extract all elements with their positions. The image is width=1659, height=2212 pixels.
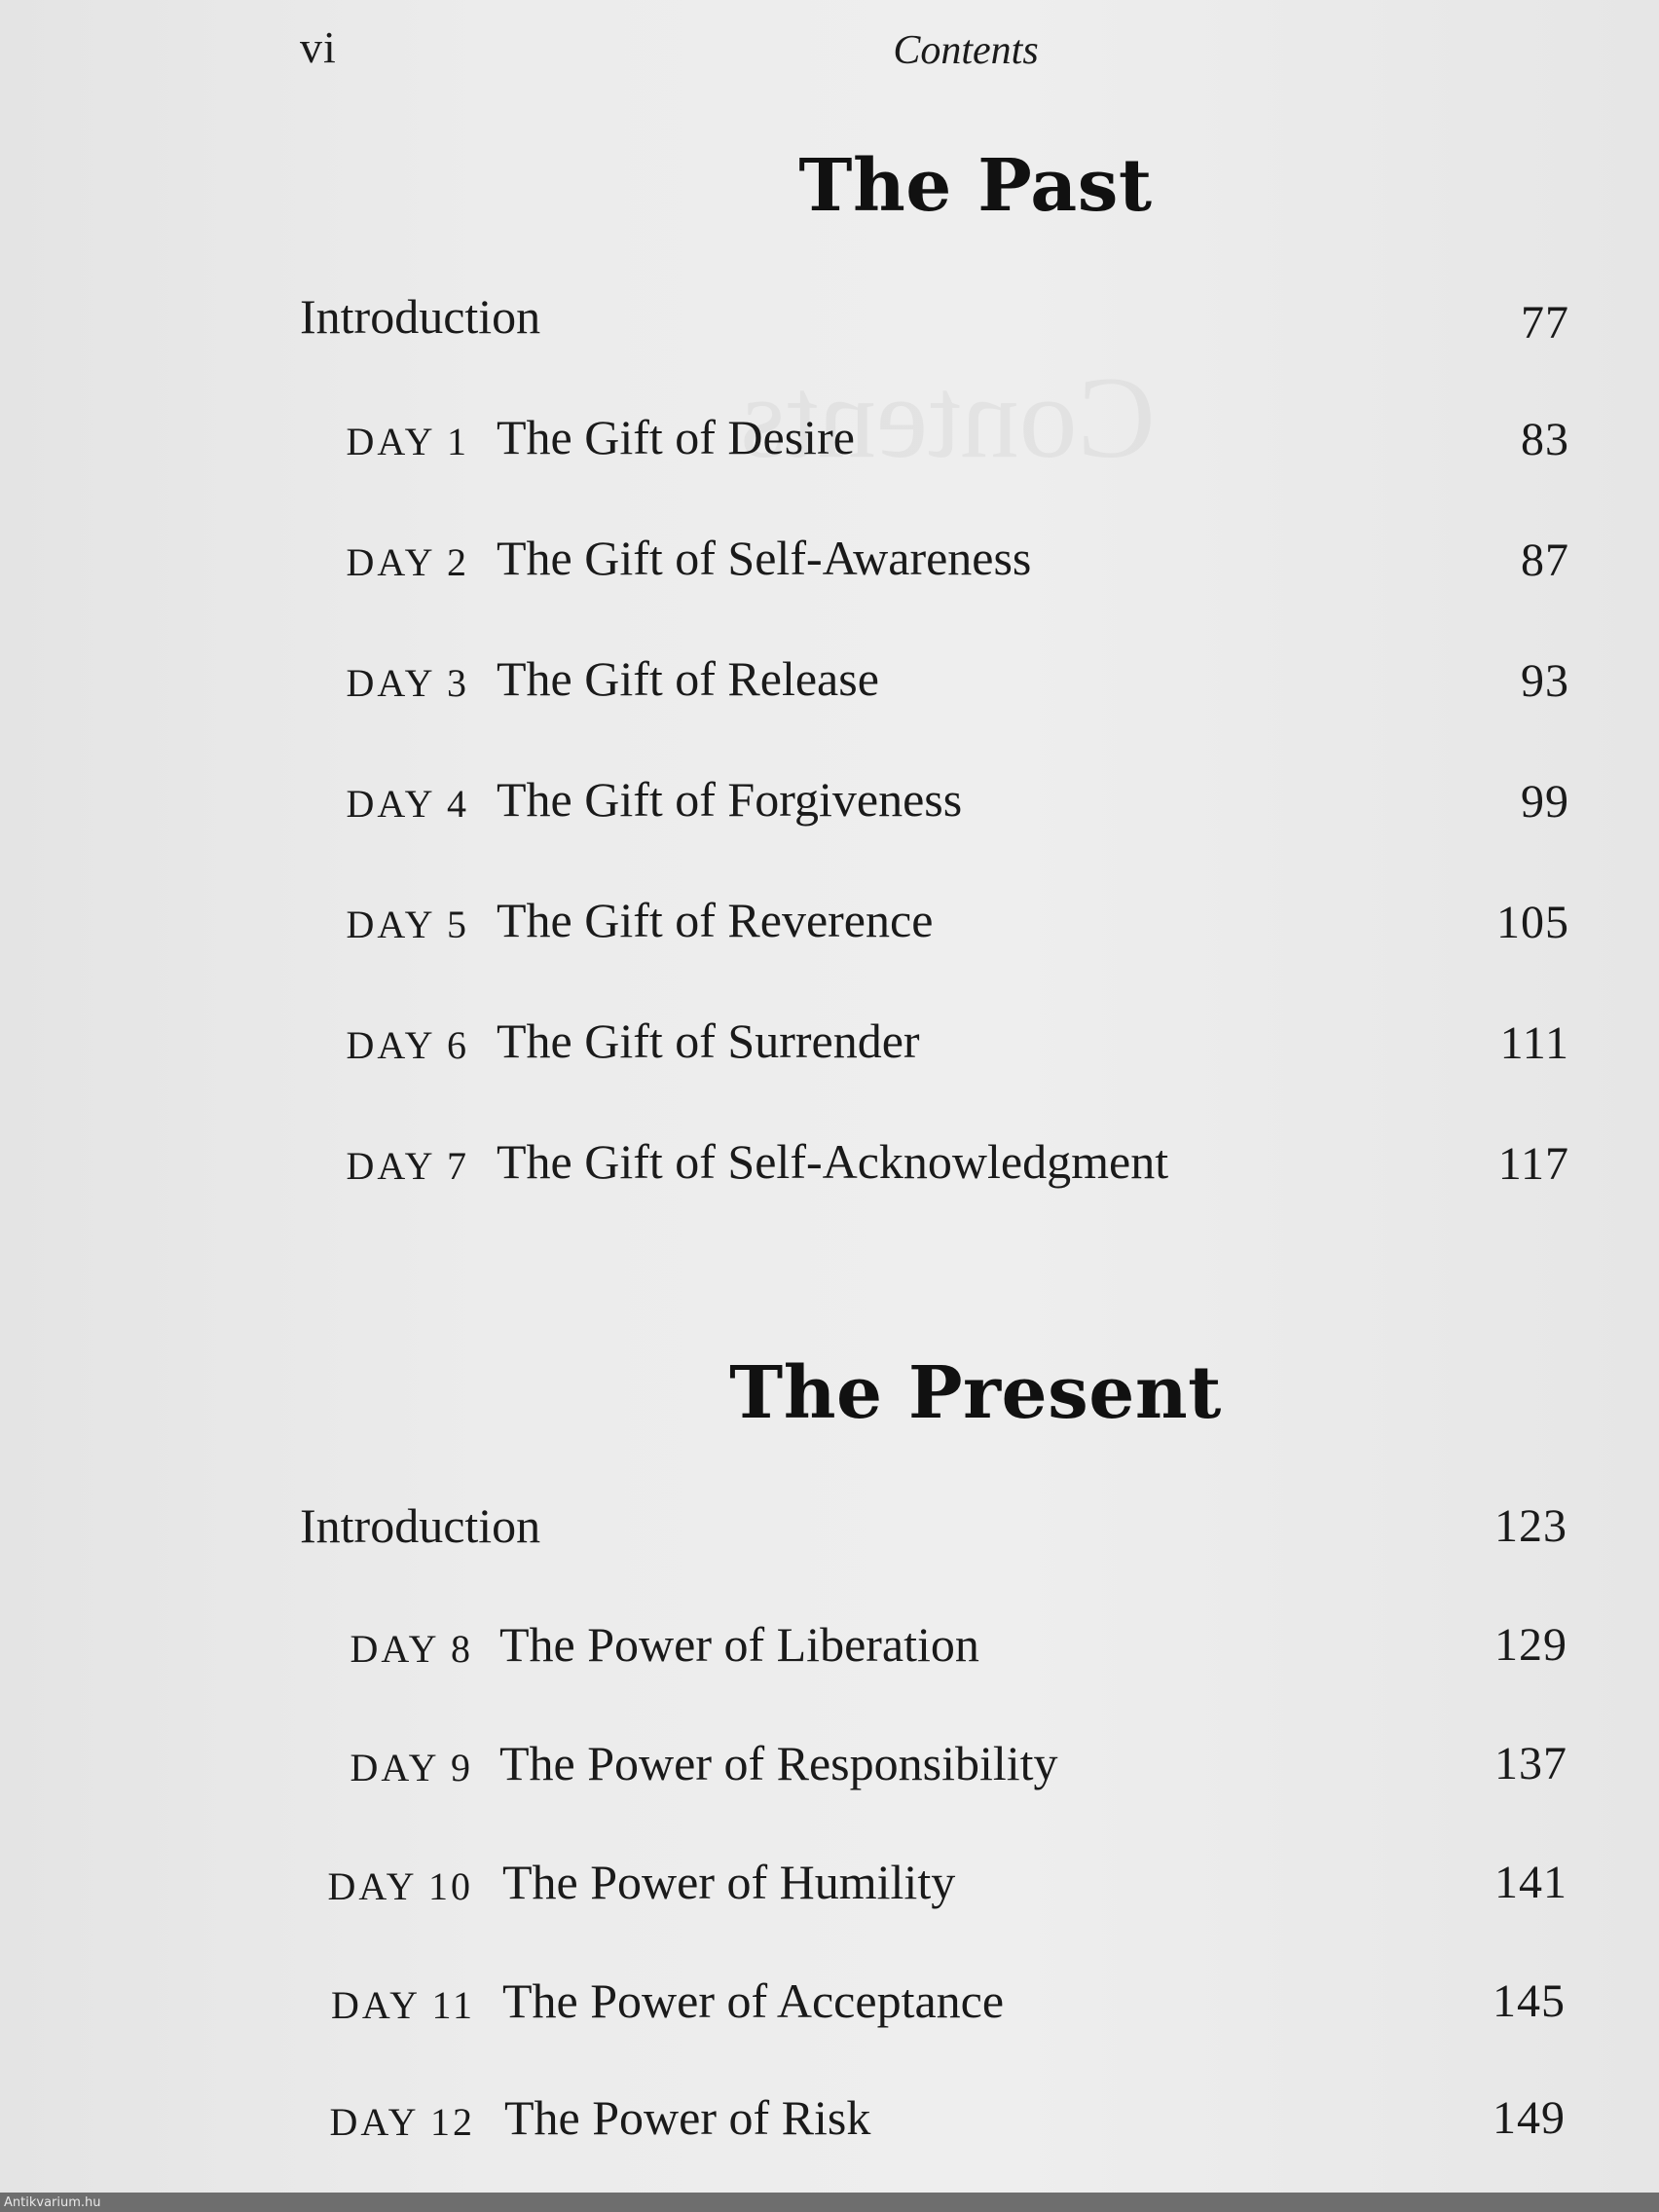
page-num: 123 [1494, 1500, 1567, 1552]
page-num: 77 [1521, 297, 1569, 349]
page-num: 149 [1493, 2092, 1566, 2144]
toc-entry-row [0, 1854, 1659, 1922]
entry-title: The Gift of Forgiveness [497, 772, 963, 827]
toc-entry-row [0, 1013, 1659, 1081]
toc-entry-row [0, 650, 1659, 719]
page-num: 93 [1521, 655, 1569, 707]
page-num: 129 [1494, 1619, 1567, 1671]
page-num: 83 [1521, 414, 1569, 465]
day-label: DAY 10 [327, 1864, 473, 1908]
toc-entry-row [0, 892, 1659, 960]
section-title-present: The Present [729, 1351, 1222, 1435]
day-label: DAY 7 [346, 1144, 469, 1188]
page-num: 145 [1493, 1975, 1566, 2027]
entry-title: The Gift of Desire [497, 410, 855, 464]
entry-title: The Gift of Self-Awareness [497, 531, 1032, 585]
page-num: 99 [1521, 776, 1569, 828]
page-number: vi [300, 22, 337, 72]
entry-title: The Power of Humility [502, 1855, 956, 1909]
day-label: DAY 9 [350, 1746, 473, 1789]
bottom-strip [0, 2193, 1659, 2212]
toc-entry-row [0, 1972, 1659, 2041]
toc-entry-row [0, 1133, 1659, 1201]
running-head: Contents [893, 28, 1039, 73]
day-label: DAY 8 [350, 1627, 473, 1671]
day-label: DAY 1 [346, 420, 469, 463]
page-num: 105 [1496, 897, 1569, 948]
toc-entry-row [0, 771, 1659, 839]
entry-title: The Power of Acceptance [502, 1973, 1005, 2028]
toc-entry-row [0, 530, 1659, 598]
toc-entry-row [0, 1616, 1659, 1684]
page-num: 117 [1497, 1138, 1569, 1190]
toc-intro-row [0, 288, 1659, 356]
entry-title: The Power of Risk [504, 2090, 871, 2145]
page-num: 111 [1499, 1017, 1569, 1069]
intro-label: Introduction [300, 289, 541, 344]
entry-title: The Gift of Release [497, 651, 879, 706]
page-num: 137 [1494, 1738, 1567, 1789]
section-title-past: The Past [798, 144, 1153, 228]
entry-title: The Power of Responsibility [499, 1736, 1058, 1790]
day-label: DAY 6 [346, 1023, 469, 1067]
toc-entry-row [0, 409, 1659, 477]
toc-intro-row [0, 1497, 1659, 1566]
entry-title: The Gift of Self-Acknowledgment [497, 1134, 1169, 1189]
toc-entry-row [0, 1735, 1659, 1803]
entry-title: The Power of Liberation [499, 1617, 979, 1672]
page-num: 87 [1521, 535, 1569, 586]
day-label: DAY 3 [346, 661, 469, 705]
intro-label: Introduction [300, 1498, 541, 1553]
day-label: DAY 12 [329, 2100, 475, 2144]
day-label: DAY 2 [346, 540, 469, 584]
toc-entry-row [0, 2089, 1659, 2157]
entry-title: The Gift of Surrender [497, 1014, 920, 1068]
watermark: Antikvarium.hu [4, 2195, 101, 2210]
entry-title: The Gift of Reverence [497, 893, 934, 947]
day-label: DAY 5 [346, 903, 469, 946]
day-label: DAY 4 [346, 782, 469, 826]
day-label: DAY 11 [330, 1983, 475, 2027]
page-num: 141 [1494, 1857, 1567, 1908]
